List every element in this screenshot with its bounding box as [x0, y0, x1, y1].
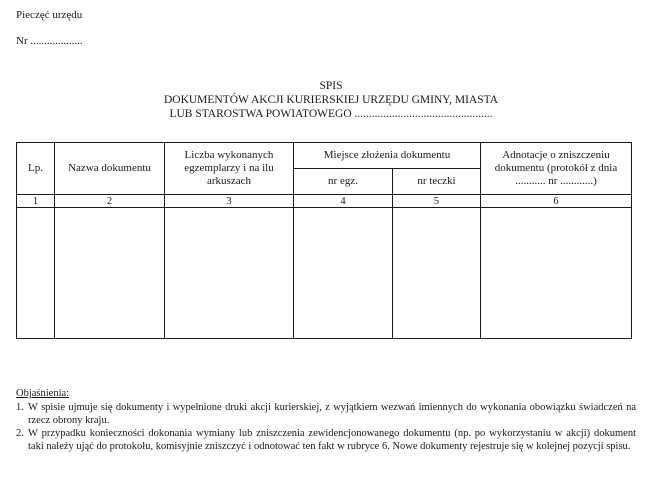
header-copy-number: nr egz. — [294, 169, 393, 195]
column-numbers-row — [17, 195, 632, 208]
table-cell — [17, 208, 55, 339]
explanations-section — [16, 387, 636, 453]
column-number: 1 — [17, 195, 55, 208]
explanation-number: 2. — [16, 428, 24, 439]
column-number: 4 — [294, 195, 393, 208]
explanation-number: 1. — [16, 402, 24, 413]
header-storage-place: Miejsce złożenia dokumentu — [294, 143, 481, 169]
explanations-heading: Objaśnienia: — [16, 388, 70, 399]
column-number: 2 — [55, 195, 165, 208]
document-subtitle-line2: LUB STAROSTWA POWIATOWEGO ................................................ — [169, 108, 493, 120]
column-number: 3 — [165, 195, 294, 208]
document-title: SPIS — [319, 80, 343, 92]
header-destruction-notes: Adnotacje o zniszczeniu dokumentu (protokół z dnia ........... nr ............) — [481, 143, 632, 195]
document-subtitle-line1: DOKUMENTÓW AKCJI KURIERSKIEJ URZĘDU GMINY, MIASTA — [163, 94, 499, 106]
table-cell — [55, 208, 165, 339]
table-row — [17, 208, 632, 339]
table-cell — [481, 208, 632, 339]
table-cell — [165, 208, 294, 339]
explanation-item — [16, 427, 636, 453]
explanation-item — [16, 401, 636, 427]
header-document-name: Nazwa dokumentu — [55, 143, 165, 195]
explanation-text: W przypadku konieczności dokonania wymiany lub zniszczenia zewidencjonowanego dokumentu (np. po wykorzystaniu w akcji) dokument taki należy ująć do protokołu, komisyjnie zniszczyć i odnotować ten fakt w rubryce 6. Nowe dokumenty rejestruje się w kolejnej pozycji spisu. — [28, 428, 636, 452]
document-list-table — [16, 142, 632, 339]
table-cell — [294, 208, 393, 339]
office-stamp-label: Pieczęć urzędu — [16, 9, 83, 21]
number-field: Nr ................... — [16, 35, 83, 47]
header-lp: Lp. — [17, 143, 55, 195]
column-number: 5 — [393, 195, 481, 208]
column-number: 6 — [481, 195, 632, 208]
table-cell — [393, 208, 481, 339]
header-folder-number: nr teczki — [393, 169, 481, 195]
explanation-text: W spisie ujmuje się dokumenty i wypełnione druki akcji kurierskiej, z wyjątkiem wezwań imiennych do wykonania obowiązku świadczeń na rzecz obrony kraju. — [28, 402, 636, 426]
header-copies-count: Liczba wykonanych egzemplarzy i na ilu arkuszach — [165, 143, 294, 195]
